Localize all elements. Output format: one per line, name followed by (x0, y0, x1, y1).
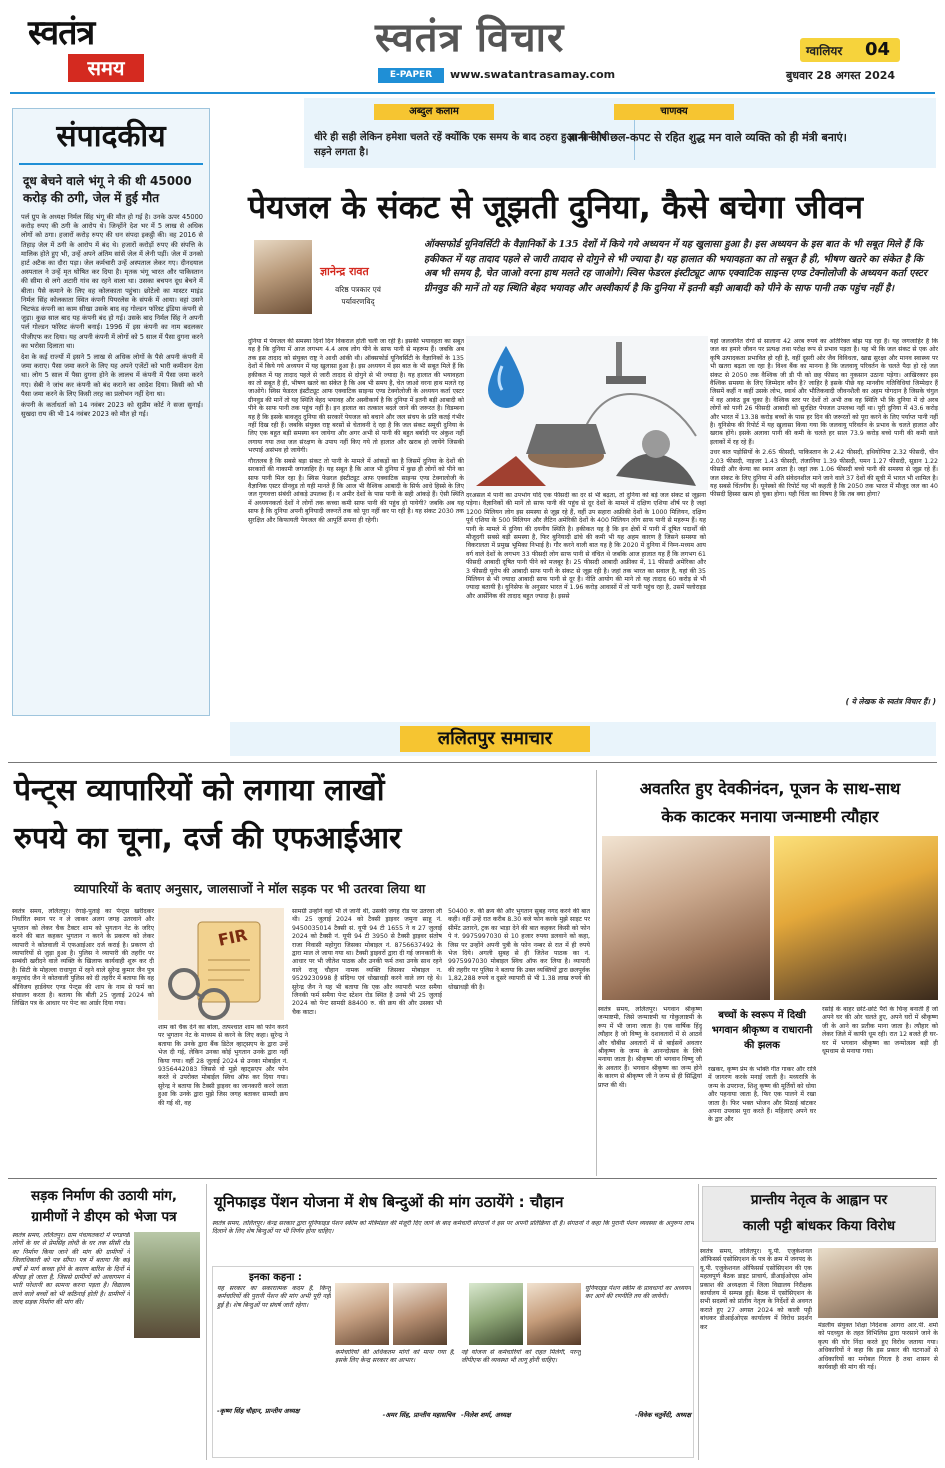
epaper-tag: E-PAPER (378, 68, 444, 83)
lead-col-3 (710, 338, 938, 696)
masthead (0, 0, 945, 96)
protest-col-2: मंडलीय संयुक्त शिक्षा निदेशक आगरा आर.पी. शर्मा को पदच्युत के तहत विभिलिस द्वारा फरसाने जाने के कृत्य की घोर निंदा करते हुए विरोध जताया गया। अधिकारियों ने कहा कि इस प्रकार की घटनाओं से अधिकारियों का मनोबल गिरता है तथा शासन से कार्यवाही की मांग की गई। (818, 1322, 938, 1372)
pension-photo-1 (335, 1283, 389, 1345)
pents-col-3: सामग्री उन्होंने वहां भी ले जानी थी, उसकी जगह रोड पर उतरवा ली थी। 25 जुलाई 2024 को टैक्सी ड्राइवर जमुना साहू नं. 9450035014 टैक्सी सं. यूपी 94 टी 1655 ने व 27 जुलाई 2024 को टैक्सी नं. यूपी 94 टी 3950 से टैक्सी ड्राइवर संतोष राजा निवासी महोगुरा जिसका मोबाइल नं. 8756637492 के द्वारा माल ले जाया गया था। टैक्सी ड्राइवरों द्वारा दी गई जानकारी के आधार पर भी जीतेश पाठक और उनकी फर्म तथा उनके साथ रहने वाले राजू चौहान नामक व्यक्ति जिसका मोबाइल न. 9529230998 है संदिग्ध एवं धोखाधड़ी करने वाले लग रहे थे। सुरेन्द्र जैन ने यह भी बताया कि एक और व्यापारी भरत समैया जिनकी फर्म समैया पेन्ट स्टेशन रोड स्थित है उनसे भी 25 जुलाई 2024 को पेन्ट सामग्री 88400 रु. की क्रय की और उसका भी चैक काटा। (292, 908, 442, 1016)
road-headline: सड़क निर्माण की उठायी मांग, ग्रामीणों ने डीएम को भेजा पत्र (30, 1188, 178, 1225)
protest-header (702, 1186, 936, 1242)
pension-quote-4: यूनिफाइड पेंशन स्कीम के प्रावधानों का अध्ययन कर आगे की रणनीति तय की जायेगी। (585, 1285, 691, 1301)
water-illustration (466, 336, 708, 490)
lead-para: यहां जलजनित रोगों से सालाना 42 अरब रुपये का अतिरिक्त बोझ पड़ रहा है। यह जगजाहिर है कि जल का हमारे जीवन पर प्रत्यक्ष तथा परोक्ष रूप से प्रभाव पड़ता है। यह भी कि जल संकट से एक ओर कृषि उत्पादकता प्रभावित हो रही है, वहीं दूसरी ओर जैव विविधता, खाद्य सुरक्षा और मानव स्वास्थ्य पर भी खतरा बढ़ता जा रहा है। विश्व बैंक का मानना है कि जलवायु परिवर्तन के चलते पैदा हो रहे जल संकट से 2050 तक वैश्विक जी डी पी को छह फीसद का नुकसान उठाना पड़ेगा। आखिरकार इस वैश्विक समस्या के लिए जिम्मेदार कौन है? जाहिर है इसके पीछे यह मानवीय गतिविधियां जिम्मेदार हैं जिसमें कहीं न कहीं उसके लोभ, स्वार्थ और भौतिकवादी जीवनशैली का अहम योगदान है जिसके चंगुल में वह आकंठ डूब चुका है। वैश्विक स्तर पर देशों तो अभी तक वह स्थिति भी कि दुनिया में दो अरब लोगों को पानी 26 फीसदी आबादी को सुरक्षित पेयजल उपलब्ध नहीं था। पूरी दुनिया में 43.6 करोड़ और भारत में 13.38 करोड़ बच्चों के पास हर दिन की जरूरतों को पूरा करने के लिए पर्याप्त पानी नहीं है। यूनिसेफ की रिपोर्ट में यह खुलासा किया गया कि जलवायु परिवर्तन के प्रभाव के चलते हालात और खराब होंगे। इसके अलावा पानी की कमी के चलते हर साल 73.9 करोड़ बच्चे पानी की कमी वाले इलाकों में रह रहे हैं। (710, 338, 938, 446)
quote-text: ज्ञानी और छल-कपट से रहित शुद्ध मन वाले व्यक्ति को ही मंत्री बनाएं। (568, 131, 847, 144)
lead-para: दुनिया में पेयजल की समस्या दिनों दिन विकराल होती चली जा रही है। इसकी भयावहता का सबूत यह है कि दुनिया में आज लगभग 4.4 अरब लोग पीने के साफ पानी से महरूम हैं। जबकि अब तक इस तादाद को संयुक्त राष्ट्र ने आधी आंकी थी। ऑक्सफोर्ड यूनिवर्सिटी के वैज्ञानिकों के 135 देशों में किये गये अध्ययन में यह खुलासा हुआ है। इस अध्ययन में इस बात के भी सबूत मिले हैं कि हकीकत में यह तादाद पहले से जारी तादाद से दोगुने से भी ज्यादा है। यह हालात की भयावहता का तो सबूत है ही, भीषण खतरे का संकेत है कि अब भी समय है, चेत जाओ वरना हाथ मलते रह जाओगे। स्विस फेडरल इंस्टीट्यूट आफ एक्वाटिक साइन्स एण्ड टेक्नोलोजी के अध्ययन कर्ता एस्टर ग्रीनवुड की मानें तो यह स्थिति बेहद भयावह और अस्वीकार्य है कि दुनिया में इतनी बड़ी आबादी को पीने के साफ पानी तक पहुंच नहीं है। इन हालात का तत्काल बदले जाने की जरूरत है। विडम्बना यह है कि इसके बावजूद दुनिया की सरकारें पेयजल को बचाने और जल संचय के प्रति कतई गंभीर नहीं दिख रही हैं। जबकि संयुक्त राष्ट्र बरसों से चेतावनी दे रहा है कि जल संकट समूची दुनिया के लिए एक बहुत बड़ी समस्या बन जायेगा और अगर अभी से पानी की बहुत बर्बादी पर अंकुश नहीं लगाया गया तथा जल संरक्षण के उपाय नहीं किए गये तो हालात और खराब हो जायेंगे जिसकी भरपाई असंभव हो जायेगी। (248, 338, 464, 455)
quote-text: धीरे ही सही लेकिन हमेशा चलते रहें क्योंकि एक समय के बाद ठहरा हुआ पानी भी सड़ने लगता है। (314, 132, 610, 158)
pents-col-4: 50400 रु. की क्रय की और भुगतान सुबह नगद करने की बात कही। वहीं उन्हें रात करीब 8.30 बजे फोन करके मुझे साइट पर सीमेंट उतारने, ट्रक का भाड़ा देने की बात कहकर किसी को फोन पे नं. 9975997030 से 10 हजार रुपया डलवाने को कहा, जिस पर उन्होंने अपनी पुत्री के फोन नम्बर से रात में ही रुपये भेज दिये। अगली सुबह से ही जितेश पाठक का नं. 9975997030 मोबाइल स्विच ऑफ कर लिया है। व्यापारी की तहरीर पर पुलिस ने बताया कि उक्त व्यक्तियों द्वारा छलपूर्वक 1,82,288 रुपये व दूसरे व्यापारी से भी 1.38 लाख रुपये की धोखाधड़ी की है। (448, 908, 590, 991)
water-drop-icon (466, 336, 708, 490)
pension-quote-3: नई योजना से कर्मचारियों को राहत मिलेगी, परन्तु जीपीएफ की व्यवस्था भी लागू होनी चाहिए। (461, 1349, 581, 1365)
pension-quote-1: यह सरकार का सकारात्मक कदम है, किन्तु कर्मचारियों की पुरानी पेंशन की मांग अभी पूरी नहीं हुई है। शेष बिन्दुओं पर संघर्ष जारी रहेगा। (217, 1285, 331, 1309)
photo-baby-krishna (774, 836, 938, 1000)
pents-col-1: स्वतंत्र समय, ललितपुर। रंगाई-पुताई का पेन्ट्स खरीदकर निर्धारित स्थान पर न ले जाकर अलग जगह उतरवाने और भुगतान को लेकर चैक टैक्टर शाम को भुगतान नेट के जरिए करने की बात कहकर भुगतान न करने के प्रकरण को लेकर व्यापारी ने कोतवाली में एफआईआर दर्ज कराई है। प्रकरण दो व्यापारियों से जुड़ा हुआ है। पुलिस ने व्यापारी की तहरीर पर सम्बंधी खरीदने वाले व्यक्ति के खिलाफ कार्यवाही शुरू कर दी है। सिटी के मोहल्ला राधापुरा में रहने वाले सुरेन्द्र कुमार जैन पुत्र कपूरचंद जैन ने कोतवाली पुलिस को दी तहरीर में बताया कि वह श्रीविजय हार्डवेयर एण्ड पेन्ट्स की शाप के नाम से फर्म का संचालन करता है। बताया कि बीती 25 जुलाई 2024 को लिखित पत्र के आधार पर पेन्ट का आर्डर दिया गया। (12, 908, 154, 1008)
pension-photo-3 (469, 1283, 523, 1345)
pension-sign-4: -विवेक चतुर्वेदी, अध्यक्ष (634, 1411, 691, 1419)
photo-girls (602, 836, 770, 1000)
editorial-para: पर्ल ग्रुप के अध्यक्ष निर्मल सिंह भंगू की मौत हो गई है। उनके ऊपर 45000 करोड़ रुपए की ठगी के आरोप थे। जिन्होंने देश भर में 5 लाख से अधिक लोगों को ठगा। हजारों करोड़ रुपए की धन संपदा इकट्ठी की। वह 2016 से तिहाड़ जेल में ठगी के आरोप में बंद थे। हजारों करोड़ों रुपए की संपत्ति के मालिक होते हुए भी, उन्हें अपने अंतिम सांसें जेल में लेनी पड़ीं। जेल में उनको हार्ट अटैक का दौरा पड़ा। जेल कर्मचारी उन्हें अस्पताल लेकर गए। दीनदयाल अस्पताल ने उन्हें मृत घोषित कर दिया है। मृतक भंगू भारत और पाकिस्तान की सीमा से लगे अटारी गांव का रहने वाला था। उसका बचपन दूध बेचने में बीता। पैसे कमाने के लिए वह कोलकाता पहुंचा। छोटेलो का मास्टर माइंड निर्मल सिंह कोलकाता स्थित कंपनी पियरलेस के संपर्क में आया। वहां उसने चिटफंड कंपनी का काम सीखा उसके बाद वह गोल्डन फॉरेस्ट इंडिया कंपनी से जुड़ा। कुछ साल बाद यह कंपनी बंद हो गई। उसके बाद निर्मल सिंह ने अपनी पर्ल गोल्डन फॉरेस्ट कंपनी बनाई। 1996 में इस कंपनी का नाम बदलकर पीजीएफ कर दिया। यह अपनी कंपनी में लोगों को 5 साल में पैसा दुगना करने का भरोसा दिलाता था। (21, 213, 203, 350)
date: बुधवार 28 अगस्त 2024 (786, 69, 896, 82)
lead-footnote: ( ये लेखक के स्वतंत्र विचार हैं। ) (845, 697, 936, 706)
page-title: स्वतंत्र विचार (375, 15, 565, 61)
lead-col-1 (248, 338, 464, 708)
pension-photo-4 (527, 1283, 581, 1345)
janmashtami-headline-1: अवतरित हुए देवकीनंदन, पूजन के साथ-साथ (639, 779, 901, 798)
logo (28, 14, 146, 86)
pents-headline-2: रुपये का चूना, दर्ज की एफआईआर (14, 821, 402, 856)
fir-label: FIR (216, 925, 249, 950)
pension-photo-2 (393, 1283, 447, 1345)
protest-headline-1: प्रान्तीय नेतृत्व के आह्वान पर (750, 1192, 888, 1208)
road-body: स्वतंत्र समय, ललितपुर। ग्राम पंचायतकर्रा में पगडण्डी लोगों के घर से प्रेमसिंह लोधी के घर तक सीसी रोड का निर्माण किया जाने की मांग की ग्रामीणों ने जिलाधिकारी को पत्र सौंपा। पत्र में बताया कि कई वर्षों से मार्ग कच्चा होने के कारण बारिश के दिनों में कीचड़ हो जाता है, जिससे ग्रामीणों को आवागमन में भारी परेशानी का सामना करना पड़ता है। विद्यालय जाने वाले बच्चों को भी कठिनाई होती है। ग्रामीणों ने जल्द सड़क निर्माण की मांग की। (12, 1232, 130, 1307)
pension-sign-1: -कृष्ण सिंह चौहान, प्रान्तीय अध्यक्ष (217, 1407, 300, 1415)
lead-para: उधर बात पड़ोसियों के 2.65 फीसदी, पाकिस्तान के 2.42 फीसदी, इथियोपिया 2.32 फीसदी, चीन 2.03 फीसदी, नाइजर 1.43 फीसदी, तंजानिया 1.39 फीसदी, यमन 1.27 फीसदी, सूडान 1.22 फीसदी और केन्या का स्थान आता है। जहां तक 1.06 फीसदी बच्चे पानी की समस्या से जूझ रहे हैं। जल संकट के लिए दुनिया में अति संवेदनशील माने जाने वाले 37 देशों की सूची में भारत भी शामिल है। यह सबसे चिंतनीय है। यूनेस्को की रिपोर्ट यह भी कहती है कि 2050 तक भारत में मौजूद जल का 40 फीसदी हिस्सा खत्म हो चुका होगा। यही चिंता का विषय है कि तब क्या होगा? (710, 449, 938, 499)
editorial-title: संपादकीय (56, 119, 166, 154)
lead-para: गौरतलब है कि सबसे बड़ा संकट तो पानी के मामले में आंकड़ों का है जिसमें दुनिया के देशों की सरकारों की नाकामी जगजाहिर है। यह सबूत है कि आज भी दुनिया में कुछ ही लोगों को पीने का साफ पानी मिल रहा है। स्विस फेडरल इंस्टीट्यूट आफ एक्वाटिक साइन्स एण्ड टेक्नालोजी के वैज्ञानिक एस्टर ग्रीनवुड तो यही मानते हैं कि आज भी वैश्विक आबादी के सिर्फ आधे हिस्से के लिए जल गुणवत्ता संबंधी आंकड़े उपलब्ध हैं। न अमीर देशों के पास पानी के सही आंकड़े हैं। ऐसी स्थिति में अध्ययनकर्ता देशों ने लोगों तक कच्चा कमी साफ पानी की पहुंच हो पायेगी? जबकि अब यह साफ है कि दुनिया अपनी बुनियादी जरूरतें तक को पूरा नहीं कर पा रही है। यह संकट 2030 तक सुरक्षित और किफायती पेयजल की आपूर्ति सपना ही रहेगी। (248, 457, 464, 524)
section-band (230, 722, 936, 756)
editorial-body (21, 213, 203, 709)
janmashtami-col-2: रखकर, कृष्ण प्रेम के भक्ति गीत गाकर और रात्रि में जागरण करके मनाई जाती है। मध्यरात्रि के जन्म के उपरान्त, शिशु कृष्ण की मूर्तियों को धोया और पहनाया जाता है, फिर एक पालने में रखा जाता है। फिर भक्त भोजन और मिठाई बांटकर अपना उपवास पूरा करते हैं। महिलाएं अपने घर के द्वार और (708, 1066, 816, 1124)
pents-col-2: शाम को चैक देने का बोला, तत्पश्चात शाम को फोन करने पर भुगतान नेट के माध्यम से करने के लिए कहा। सुरेन्द्र ने बताया कि उनके द्वारा बैंक डिटेल व्हाट्सएप के द्वारा उन्हें भेज दी गई, लेकिन उनका कोई भुगतान उनके द्वारा नहीं किया गया। वहीं 28 जुलाई 2024 से उनका मोबाईल नं. 9356442083 जिससे वो मुझे व्हाट्सएप और फोन करते थे उपरोक्त मोबाईल स्विच ऑफ कर दिया गया। सुरेन्द्र ने बताया कि टैक्सी ड्राइवर का जानकारी करने जाता हुआ कि उनके द्वारा मुझे जिस जगह बताकर सामग्री क्रय की गई थी, वह (158, 1024, 288, 1107)
pension-headline: यूनिफाइड पेंशन योजना में शेष बिन्दुओं की मांग उठायेंगे : चौहान (214, 1193, 564, 1211)
quote-author: अब्दुल कलाम (374, 104, 494, 120)
pension-sign-2: -अमर सिंह, प्रान्तीय महासचिव (382, 1411, 455, 1419)
janmashtami-headline-2: केक काटकर मनाया जन्माष्टमी त्यौहार (661, 807, 879, 826)
road-photo (134, 1232, 200, 1338)
pension-quote-2: कर्मचारियों की अधिकतम मांगों को माना गया है, इसके लिए केन्द्र सरकार का आभार। (335, 1349, 455, 1365)
handcuffs-icon (158, 908, 284, 1020)
logo-top: स्वतंत्र (28, 13, 95, 53)
lead-col-2: दरअसल में पानी का उपभोग यदि एक फीसदी का दर से भी बढ़ता, तो दुनिया को बड़े जल संकट से जूझना पड़ेगा। वैज्ञानिकों की मानें तो साफ पानी की पहुंच से दूर देशों के मामले में दक्षिण एशिया शीर्ष पर है जहां 1200 मिलियन लोग इस समस्या से जूझ रहे हैं, वहीं उप सहारा अफ्रीकी देशों के 1000 मिलियन, दक्षिण पूर्व एशिया के 500 मिलियन और लैटिन अमेरिकी देशों के 400 मिलियन लोग साफ पानी से महरूम हैं। यह पानी के मामले में दुनिया की दयनीय स्थिति है। हकीकत यह है कि इन क्षेत्रों में पानी में दूषित पदार्थों की मौजूदगी सबसे बड़ी समस्या है, फिर बुनियादी ढांचे की कमी भी यह अहम कारण है जिसने समस्या को विकरालता में प्रमुख भूमिका निभाई है। गौर करने वाली बात यह है कि 2020 में दुनिया में निम्न-मध्यम आय वर्ग वाले देशों के लगभग 33 फीसदी लोग साफ पानी से वंचित थे जबकि आज हालात यह हैं कि लगभग 61 फीसदी आबादी दूषित पानी पीने को मजबूर है। 25 फीसदी आबादी अफ्रीका में, 11 फीसदी अमेरिका और 3 फीसदी यूरोप की आबादी साफ पानी के संकट से जूझ रही है। जहां तक भारत का सवाल है, यहां की 35 मिलियन से भी ज्यादा आबादी साफ पानी से दूर है। नीति आयोग की माने तो यह तादाद 60 करोड़ से भी ज्यादा बतायी है। यूनिसेफ के अनुसार भारत में 1.96 करोड़ आवासों में तो पानी पहुंच रहा है, उसमें फ्लोराइड और आर्सेनिक की तादाद बहुत ज्यादा है। इससे (466, 492, 706, 600)
website[interactable]: www.swatantrasamay.com (450, 68, 616, 81)
editorial-para: कंपनी के कर्ताधर्ता को 14 नवंबर 2023 को सुप्रीम कोर्ट ने सजा सुनाई। सुखदा राय की भी 14 नवंबर 2023 को मौत हो गई। (21, 401, 203, 419)
author-name: ज्ञानेन्द्र रावत (320, 265, 369, 278)
city: ग्वालियर (806, 44, 843, 58)
fir-illustration (158, 908, 284, 1020)
pents-subhead: व्यापारियों के बताए अनुसार, जालसाजों ने मॉल सड़क पर भी उतरवा लिया था (74, 881, 426, 896)
editorial-headline: दूध बेचने वाले भंगू ने की थी 45000 करोड़ की ठगी, जेल में हुई मौत (23, 174, 192, 205)
author-photo (254, 240, 312, 314)
janmashtami-box-title: बच्चों के स्वरूप में दिखी भगवान श्रीकृष्ण व राधारानी की झलक (711, 1010, 813, 1051)
author-role: वरिष्ठ पत्रकार एवं पर्यावरणविद् (335, 285, 381, 306)
pension-box-title: इनका कहना : (249, 1272, 302, 1283)
pension-box (212, 1266, 694, 1458)
section-title: ललितपुर समाचार (400, 726, 590, 752)
city-badge (800, 38, 900, 62)
logo-bottom: समय (68, 54, 144, 82)
quote-chanakya (564, 104, 924, 120)
page-number: 04 (864, 39, 890, 60)
protest-col-1: स्वतंत्र समय, ललितपुर। यू.पी. एजुकेशनल ऑफिसर्स एसोसिएशन के पत्र के क्रम में जनपद के यू.पी. एजुकेशनल ऑफिसर्स एसोसिएशन की एक महत्वपूर्ण बैठक डाइट प्राचार्य, डीआईओएस ओम प्रकाश की अध्यक्षता में जिला विद्यालय निरीक्षक कार्यालय में सम्पन्न हुई। बैठक में एसोसिएशन के सभी सदस्यों को प्रांतीय नेतृत्व के निर्देशों से अवगत कराते हुए 27 अगस्त 2024 को काली पट्टी बांधकर डीआईओएस कार्यालय में विरोध प्रदर्शन कर (700, 1248, 812, 1331)
lead-headline: पेयजल के संकट से जूझती दुनिया, कैसे बचेगा जीवन (248, 188, 864, 226)
quote-author: चाणक्य (614, 104, 734, 120)
pents-headline-1: पेन्ट्स व्यापारियों को लगाया लाखों (14, 773, 385, 808)
protest-photo (818, 1248, 938, 1318)
lead-intro: ऑक्सफोर्ड यूनिवर्सिटी के वैज्ञानिकों के 135 देशों में किये गये अध्ययन में यह खुलासा हुआ है। इस अध्ययन के इस बात के भी सबूत मिले हैं कि हकीकत में यह तादाद पहले से जारी तादाद से दोगुने से भी ज्यादा है। यह हालात की भयावहता का तो सबूत है ही, भीषण खतरे का संकेत है कि अब भी समय है, चेत जाओ वरना हाथ मलते रह जाओगे। स्विस फेडरल इंस्टीट्यूट आफ एक्वाटिक साइन्स एण्ड टेक्नोलोजी के अध्ययन कर्ता एस्टर ग्रीनवुड की मानें तो यह स्थिति बेहद भयावह और अस्वीकार्य है कि दुनिया में इतनी बड़ी आबादी को पीने के साफ पानी तक पहुंच नहीं है। (424, 239, 927, 294)
author-block (254, 240, 404, 320)
editorial-column (12, 108, 210, 716)
pension-lead: स्वतंत्र समय, ललितपुर। केन्द्र सरकार द्वारा यूनिफाइड पेंशन स्कीम को मंत्रिमंडल की मंजूरी दिए जाने के बाद कर्मचारी संगठनों ने इस पर अपनी प्रतिक्रिया दी है। संगठनों ने कहा कि पुरानी पेंशन व्यवस्था के अनुरूप लाभ दिलाने के लिए शेष बिन्दुओं पर भी निर्णय होना चाहिए। (212, 1220, 694, 1236)
quotes-bar (304, 98, 936, 168)
pension-sign-3: -निलेश शर्मा, अध्यक्ष (461, 1411, 511, 1419)
protest-headline-2: काली पट्टी बांधकर किया विरोध (743, 1218, 895, 1234)
janmashtami-col-1: स्वतंत्र समय, ललितपुर। भगवान श्रीकृष्ण जन्माष्टमी, जिसे जन्माष्टमी या गोकुलाष्टमी के रूप में भी जाना जाता है। एक वार्षिक हिंदू त्यौहार है जो विष्णु के दशावतारों में से आठवें और चौबीस अवतारों में से बाईसवें अवतार श्रीकृष्ण के जन्म के आनन्दोत्सव के लिये मनाया जाता है। श्रीकृष्ण जी भगवान विष्णु जी के अवतार हैं। भगवान श्रीकृष्ण का जन्म होने के कारण से श्रीकृष्ण जी ने जन्म से ही सिद्धियां प्राप्त की थी। (598, 1006, 702, 1089)
janmashtami-col-3: रसोई के बाहर छोटे-छोटे पैरों के चिन्ह बनाती हैं जो अपने घर की ओर चलते हुए, अपने घरों में श्रीकृष्ण जी के आने का प्रतीक माना जाता है। त्यौहार को लेकर जिले में काफी धूम रही। रात 12 बजते ही घर-घर में भगवान श्रीकृष्ण का जन्मोत्सव बड़ी ही धूमधाम से मनाया गया। (822, 1006, 938, 1056)
editorial-para: देश के कई राज्यों में इसने 5 लाख से अधिक लोगों के पैसे अपनी कंपनी में जमा कराए। पैसा जमा करने के लिए यह अपने एजेंटों को भारी कमीशन देता था। लोग 5 साल में पैसा दुगना होने के लालच में कंपनी में पैसा जमा करने गए। सेबी ने जांच कर कंपनी को बंद कराने का आदेश दिया। किसी को भी पैसा जमा करने के लिए किसी तरह का प्रलोभन नहीं देना था। (21, 353, 203, 398)
